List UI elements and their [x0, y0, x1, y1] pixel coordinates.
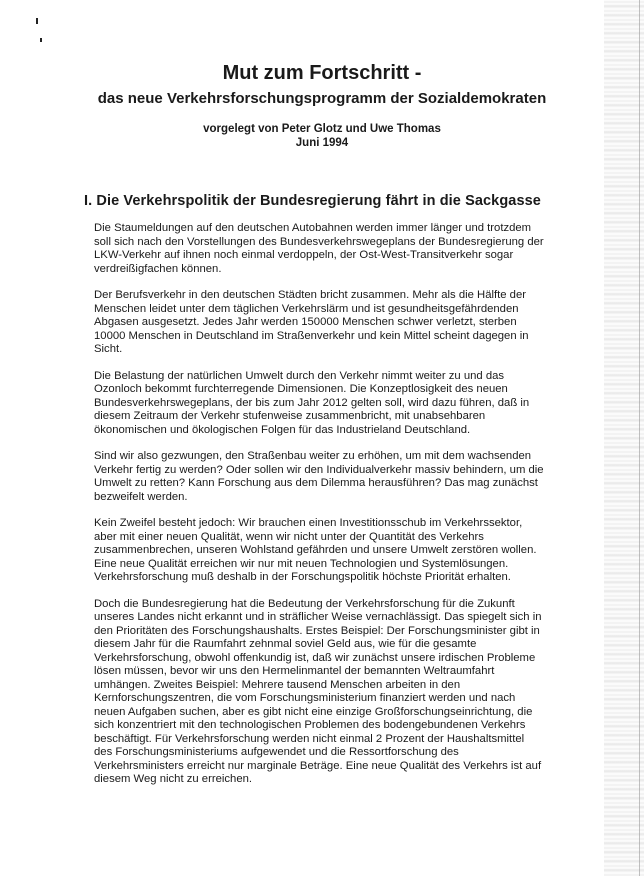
paragraph: Doch die Bundesregierung hat die Bedeutung der Verkehrsforschung für die Zukunft unseres Landes nicht erkannt und in sträflicher Weise vernachlässigt. Das spiegelt sich in den Prioritäten des Forschungshaushalts. Erstes Beispiel: Der Forschungsminister gibt in diesem Jahr für die Raumfahrt zehnmal soviel Geld aus, wie für die gesamte Verkehrsforschung, obwohl offenkundig ist, daß wir zunächst unsere irdischen Probleme lösen müssen, bevor wir uns den Hermelinmantel der bemannten Weltraumfahrt umhängen. Zweites Beispiel: Mehrere tausend Menschen arbeiten in den Kernforschungszentren, die vom Forschungsministerium finanziert werden und nach neuen Aufgaben suchen, aber es gibt nicht eine einzige Großforschungseinrichtung, die sich konzentriert mit den technologischen Problemen des bodengebundenen Verkehrs beschäftigt. Für Verkehrsforschung werden nicht einmal 2 Prozent der Haushaltsmittel des Forschungsministeriums aufgewendet und die Ressortforschung des Verkehrsministers erreicht nur marginale Beträge. Eine neue Qualität des Verkehrs ist auf diesem Weg nicht zu erreichen. [94, 597, 542, 785]
body-text [94, 222, 544, 800]
section-heading: I. Die Verkehrspolitik der Bundesregierung fährt in die Sackgasse [84, 193, 541, 209]
authors: vorgelegt von Peter Glotz und Uwe Thomas [203, 123, 441, 135]
paragraph: Der Berufsverkehr in den deutschen Städten bricht zusammen. Mehr als die Hälfte der Menschen leidet unter dem täglichen Verkehrslärm und ist gesundheitsgefährdenden Abgasen ausgesetzt. Jedes Jahr werden 150000 Menschen schwer verletzt, sterben 10000 Menschen in Deutschland im Straßenverkehr und kein Mittel scheint dagegen in Sicht. [94, 289, 529, 355]
paragraph: Kein Zweifel besteht jedoch: Wir brauchen einen Investitionsschub im Verkehrssektor, aber mit einer neuen Qualität, wenn wir nicht unter der Quantität des Verkehrs zusammenbrechen, unseren Wohlstand gefährden und unsere Umwelt zerstören wollen. Eine neue Qualität erreichen wir nur mit neuen Technologien und Systemlösungen. Verkehrsforschung muß deshalb in der Forschungspolitik höchste Priorität erhalten. [94, 517, 537, 583]
byline-block [0, 122, 644, 150]
date: Juni 1994 [295, 137, 349, 149]
punch-mark [40, 38, 42, 42]
page-title: Mut zum Fortschritt - [222, 62, 422, 84]
paragraph: Die Staumeldungen auf den deutschen Autobahnen werden immer länger und trotzdem soll sich nach den Vorstellungen des Bundesverkehrswegeplans der Bundesregierung der LKW-Verkehr auf ihnen noch einmal verdoppeln, der Ost-West-Transitverkehr sogar verdreißigfachen können. [94, 222, 544, 275]
punch-mark [36, 18, 38, 24]
paragraph: Die Belastung der natürlichen Umwelt durch den Verkehr nimmt weiter zu und das Ozonloch bekommt furchterregende Dimensionen. Die Konzeptlosigkeit des neuen Bundesverkehrswegeplans, der bis zum Jahr 2012 gelten soll, wird dazu führen, daß in diesem Zeitraum der Verkehr stufenweise zusammenbricht, mit unabsehbaren ökonomischen und ökologischen Folgen für das Industrieland Deutschland. [94, 369, 530, 436]
page-subtitle: das neue Verkehrsforschungsprogramm der Sozialdemokraten [97, 90, 547, 107]
paragraph: Sind wir also gezwungen, den Straßenbau weiter zu erhöhen, um mit dem wachsenden Verkehr fertig zu werden? Oder sollen wir den Individualverkehr massiv behindern, um die Umwelt zu retten? Kann Forschung aus dem Dilemma herausführen? Das mag zunächst bezweifelt werden. [94, 450, 544, 503]
